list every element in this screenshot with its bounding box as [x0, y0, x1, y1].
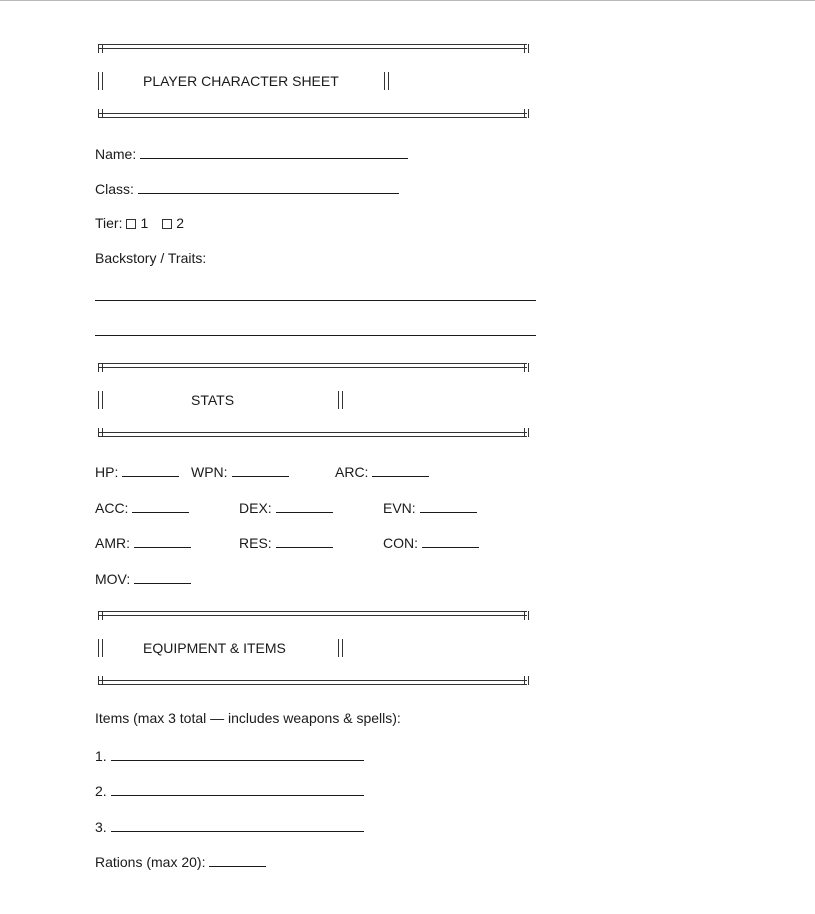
stat-dex[interactable]	[239, 498, 333, 516]
stat-label: RES:	[239, 535, 272, 551]
tier-1-label: 1	[140, 215, 149, 231]
items-label: Items (max 3 total — includes weapons & spells):	[95, 710, 401, 726]
stat-mov[interactable]	[95, 569, 191, 587]
item-number: 1.	[95, 748, 107, 764]
stat-label: CON:	[383, 535, 418, 551]
stat-label: MOV:	[95, 571, 131, 587]
stat-label: ACC:	[95, 500, 129, 516]
stats-title: STATS	[191, 392, 235, 408]
class-label: Class:	[95, 181, 134, 197]
backstory-line-2[interactable]	[95, 335, 536, 336]
stat-acc[interactable]	[95, 498, 189, 516]
name-field[interactable]	[95, 144, 408, 162]
frame-bottom-rule	[98, 680, 527, 685]
frame-corner	[524, 363, 529, 372]
stat-wpn[interactable]	[191, 462, 289, 480]
stat-blank[interactable]	[422, 533, 479, 548]
stat-label: HP:	[95, 464, 119, 480]
stat-res[interactable]	[239, 533, 333, 551]
stat-label: ARC:	[335, 464, 369, 480]
rations-blank[interactable]	[209, 852, 266, 867]
frame-left-bar	[98, 639, 103, 657]
item-row-2[interactable]	[95, 781, 364, 799]
window-top-border	[0, 0, 815, 1]
equipment-frame	[98, 611, 529, 685]
stat-blank[interactable]	[372, 462, 429, 477]
frame-corner	[98, 44, 103, 53]
frame-bottom-rule	[98, 432, 527, 437]
stat-blank[interactable]	[134, 569, 191, 584]
stat-blank[interactable]	[276, 498, 333, 513]
name-blank[interactable]	[140, 144, 408, 159]
stat-blank[interactable]	[134, 533, 191, 548]
title-frame	[98, 44, 529, 118]
tier-label: Tier:	[95, 215, 123, 231]
backstory-label: Backstory / Traits:	[95, 250, 207, 266]
frame-right-bar	[338, 391, 343, 409]
stat-blank[interactable]	[232, 462, 289, 477]
frame-top-rule	[98, 611, 527, 616]
stat-label: EVN:	[383, 500, 416, 516]
item-row-1[interactable]	[95, 746, 364, 764]
tier-field	[95, 215, 184, 231]
stat-arc[interactable]	[335, 462, 429, 480]
frame-bottom-rule	[98, 113, 527, 118]
class-blank[interactable]	[138, 179, 399, 194]
frame-right-bar	[338, 639, 343, 657]
rations-field[interactable]	[95, 852, 266, 870]
frame-corner	[524, 611, 529, 620]
frame-corner	[524, 44, 529, 53]
item-number: 2.	[95, 783, 107, 799]
stat-blank[interactable]	[420, 498, 477, 513]
item-row-3[interactable]	[95, 817, 364, 835]
item-blank[interactable]	[111, 817, 364, 832]
tier-1-checkbox[interactable]	[126, 219, 136, 229]
equipment-title: EQUIPMENT & ITEMS	[143, 640, 286, 656]
stat-label: WPN:	[191, 464, 228, 480]
stat-evn[interactable]	[383, 498, 477, 516]
frame-corner	[98, 363, 103, 372]
class-field[interactable]	[95, 179, 399, 197]
item-blank[interactable]	[111, 781, 364, 796]
stat-blank[interactable]	[276, 533, 333, 548]
stat-label: AMR:	[95, 535, 130, 551]
name-label: Name:	[95, 146, 137, 162]
tier-2-checkbox[interactable]	[162, 219, 172, 229]
stat-amr[interactable]	[95, 533, 191, 551]
frame-right-bar	[384, 72, 389, 90]
frame-top-rule	[98, 44, 527, 49]
stat-blank[interactable]	[122, 462, 179, 477]
item-number: 3.	[95, 819, 107, 835]
frame-corner	[98, 611, 103, 620]
stat-con[interactable]	[383, 533, 479, 551]
backstory-line-1[interactable]	[95, 300, 536, 301]
stat-label: DEX:	[239, 500, 272, 516]
item-blank[interactable]	[111, 746, 364, 761]
rations-label: Rations (max 20):	[95, 854, 206, 870]
page-title: PLAYER CHARACTER SHEET	[143, 73, 339, 89]
stats-frame	[98, 363, 529, 437]
tier-2-label: 2	[176, 215, 185, 231]
stat-blank[interactable]	[132, 498, 189, 513]
frame-left-bar	[98, 72, 103, 90]
stat-hp[interactable]	[95, 462, 179, 480]
frame-left-bar	[98, 391, 103, 409]
frame-top-rule	[98, 363, 527, 368]
